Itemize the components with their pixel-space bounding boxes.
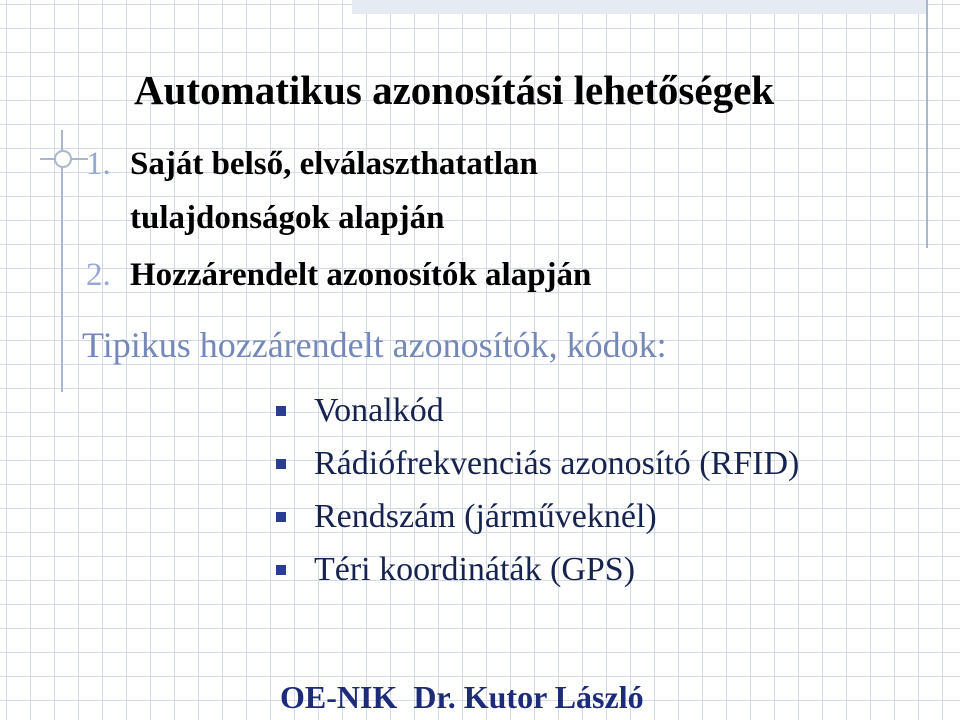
decor-top-bar xyxy=(352,0,928,14)
bullet-text: Rendszám (járműveknél) xyxy=(314,497,657,535)
item-number: 2. xyxy=(86,257,111,293)
bullet-text: Vonalkód xyxy=(314,391,444,429)
subtitle: Tipikus hozzárendelt azonosítók, kódok: xyxy=(82,325,667,365)
bullet-text: Rádiófrekvenciás azonosító (RFID) xyxy=(314,444,800,482)
square-bullet-icon xyxy=(276,406,286,416)
numbered-item-2 xyxy=(86,257,591,294)
numbered-item-1 xyxy=(86,146,538,183)
item-text-line1: Hozzárendelt azonosítók alapján xyxy=(130,257,592,293)
decor-ring xyxy=(54,150,72,168)
decor-left-vertical-line xyxy=(61,130,63,392)
bullet-item xyxy=(276,437,799,490)
item-number: 1. xyxy=(86,146,111,182)
bullet-text: Téri koordináták (GPS) xyxy=(314,550,636,588)
square-bullet-icon xyxy=(276,512,286,522)
decor-right-vertical-line xyxy=(926,0,928,248)
bullet-list xyxy=(276,384,799,596)
numbered-item-1-continuation: tulajdonságok alapján xyxy=(130,200,445,236)
square-bullet-icon xyxy=(276,459,286,469)
footer-author: OE-NIK Dr. Kutor László xyxy=(280,679,644,715)
slide-title: Automatikus azonosítási lehetőségek xyxy=(134,67,775,113)
bullet-item xyxy=(276,384,799,437)
item-text-line1: Saját belső, elválaszthatatlan xyxy=(130,146,538,182)
bullet-item xyxy=(276,490,799,543)
square-bullet-icon xyxy=(276,565,286,575)
bullet-item xyxy=(276,543,799,596)
